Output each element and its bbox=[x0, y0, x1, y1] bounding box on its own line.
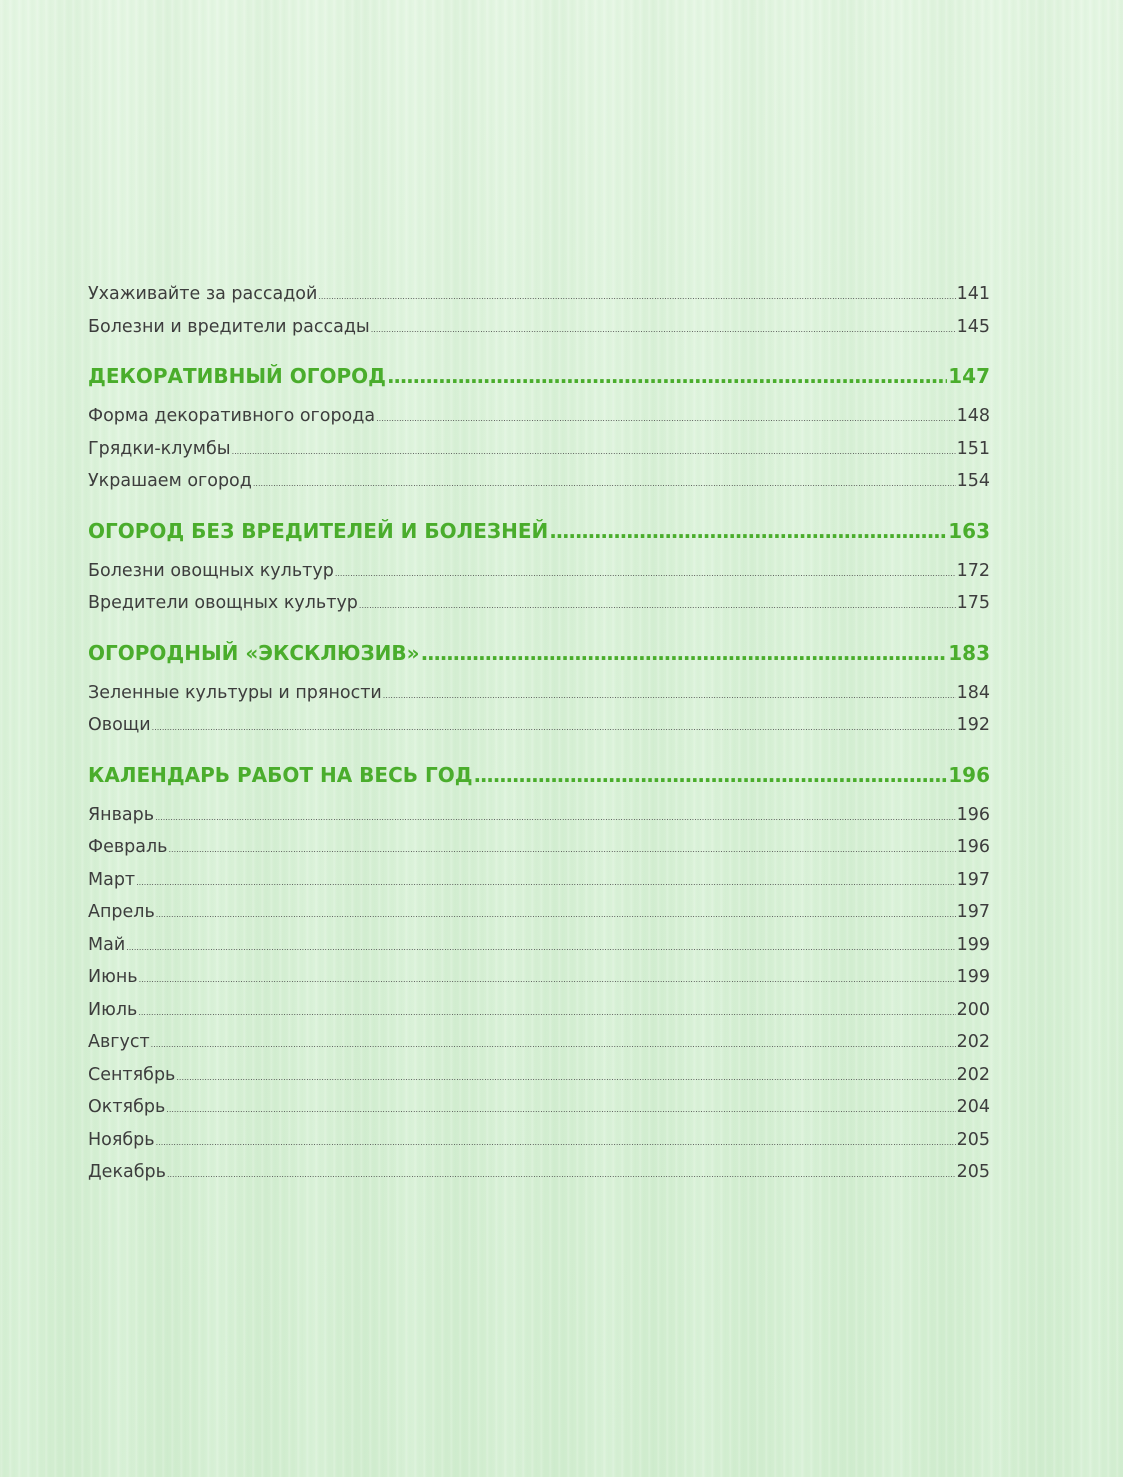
dot-leader bbox=[166, 1094, 955, 1127]
toc-section-heading[interactable] bbox=[88, 629, 990, 677]
toc-entry-title: Ухаживайте за рассадой bbox=[88, 284, 318, 304]
toc-entry-title: Грядки-клумбы bbox=[88, 438, 231, 459]
toc-entry-title: Сентябрь bbox=[88, 1064, 176, 1085]
toc-section-calendar bbox=[88, 751, 990, 1189]
toc-entry-title: Зеленные культуры и пряности bbox=[88, 682, 382, 703]
dot-leader bbox=[232, 436, 956, 469]
toc-entry[interactable] bbox=[88, 555, 990, 588]
toc-entry[interactable] bbox=[88, 1091, 990, 1124]
toc-entry-page: 148 bbox=[956, 406, 990, 426]
toc-entry[interactable] bbox=[88, 831, 990, 864]
dot-leader bbox=[138, 997, 955, 1030]
toc-entry-page: 196 bbox=[956, 804, 990, 825]
toc-entry-title: Август bbox=[88, 1032, 150, 1052]
toc-entry-title: Украшаем огород bbox=[88, 471, 252, 491]
toc-entry-title: Октябрь bbox=[88, 1097, 166, 1117]
toc-entry[interactable] bbox=[88, 311, 990, 344]
toc-entry[interactable] bbox=[88, 1124, 990, 1157]
dot-leader bbox=[139, 964, 956, 997]
toc-section-pest-free-garden bbox=[88, 507, 990, 620]
toc-entry[interactable] bbox=[88, 400, 990, 433]
toc-heading-title: КАЛЕНДАРЬ РАБОТ НА ВЕСЬ ГОД bbox=[88, 762, 473, 787]
dot-leader bbox=[167, 1159, 956, 1192]
toc-entry[interactable] bbox=[88, 864, 990, 897]
toc-entry[interactable] bbox=[88, 278, 990, 311]
toc-entry-title: Вредители овощных культур bbox=[88, 593, 358, 613]
toc-section-heading[interactable] bbox=[88, 507, 990, 555]
toc-heading-title: ОГОРОД БЕЗ ВРЕДИТЕЛЕЙ И БОЛЕЗНЕЙ bbox=[88, 518, 549, 543]
dot-leader bbox=[155, 802, 956, 835]
toc-entry-page: 202 bbox=[956, 1064, 990, 1085]
toc-heading-title: ДЕКОРАТИВНЫЙ ОГОРОД bbox=[88, 364, 386, 388]
dot-leader bbox=[176, 1062, 955, 1095]
toc-entry-title: Январь bbox=[88, 804, 155, 825]
toc-entry-page: 205 bbox=[956, 1129, 990, 1150]
toc-entry-page: 202 bbox=[956, 1032, 990, 1052]
toc-entry-page: 192 bbox=[956, 715, 990, 735]
dot-leader bbox=[318, 281, 955, 314]
toc-entry-title: Форма декоративного огорода bbox=[88, 406, 376, 426]
toc-entry-page: 199 bbox=[956, 967, 990, 987]
dot-leader bbox=[168, 834, 955, 867]
toc-entry-page: 204 bbox=[956, 1097, 990, 1117]
toc-heading-page: 183 bbox=[948, 640, 990, 665]
dot-leader bbox=[136, 867, 955, 900]
toc-entry-page: 197 bbox=[956, 869, 990, 890]
toc-entry[interactable] bbox=[88, 587, 990, 620]
toc-entry-page: 200 bbox=[956, 999, 990, 1020]
toc-entry[interactable] bbox=[88, 961, 990, 994]
dot-leader bbox=[549, 507, 947, 555]
dot-leader bbox=[335, 558, 956, 591]
toc-entry[interactable] bbox=[88, 799, 990, 832]
toc-entry-title: Апрель bbox=[88, 902, 155, 922]
toc-entry-title: Май bbox=[88, 934, 126, 955]
toc-section-garden-exclusive bbox=[88, 629, 990, 742]
toc-entry-title: Болезни и вредители рассады bbox=[88, 316, 370, 337]
toc-entry-title: Ноябрь bbox=[88, 1129, 155, 1150]
dot-leader bbox=[376, 403, 956, 436]
toc-entry-page: 151 bbox=[956, 438, 990, 459]
toc-entry-title: Март bbox=[88, 869, 136, 890]
toc-entry-page: 172 bbox=[956, 560, 990, 581]
toc-entry-page: 199 bbox=[956, 934, 990, 955]
toc-entry-page: 175 bbox=[956, 593, 990, 613]
table-of-contents bbox=[88, 278, 990, 1189]
dot-leader bbox=[156, 899, 956, 932]
toc-entry[interactable] bbox=[88, 896, 990, 929]
toc-entry-title: Февраль bbox=[88, 837, 168, 857]
dot-leader bbox=[371, 314, 956, 347]
toc-entry[interactable] bbox=[88, 1059, 990, 1092]
toc-entry-page: 196 bbox=[956, 837, 990, 857]
toc-entry-page: 145 bbox=[956, 316, 990, 337]
dot-leader bbox=[152, 712, 956, 745]
toc-entry[interactable] bbox=[88, 929, 990, 962]
dot-leader bbox=[151, 1029, 956, 1062]
dot-leader bbox=[387, 352, 947, 400]
toc-heading-page: 196 bbox=[948, 762, 990, 787]
dot-leader bbox=[421, 629, 948, 677]
toc-entry[interactable] bbox=[88, 1026, 990, 1059]
toc-entry-page: 184 bbox=[956, 682, 990, 703]
dot-leader bbox=[359, 590, 956, 623]
toc-entry-title: Болезни овощных культур bbox=[88, 560, 334, 581]
toc-entry[interactable] bbox=[88, 1156, 990, 1189]
toc-entry-title: Июль bbox=[88, 999, 138, 1020]
toc-entry-page: 197 bbox=[956, 902, 990, 922]
toc-entry-page: 141 bbox=[956, 284, 990, 304]
dot-leader bbox=[474, 751, 948, 799]
toc-heading-title: ОГОРОДНЫЙ «ЭКСКЛЮЗИВ» bbox=[88, 640, 420, 665]
toc-entry[interactable] bbox=[88, 433, 990, 466]
toc-entry-title: Июнь bbox=[88, 967, 138, 987]
toc-heading-page: 147 bbox=[948, 364, 990, 388]
toc-section-heading[interactable] bbox=[88, 751, 990, 799]
toc-entry[interactable] bbox=[88, 677, 990, 710]
toc-entry[interactable] bbox=[88, 994, 990, 1027]
toc-entry-page: 205 bbox=[956, 1162, 990, 1182]
toc-entry[interactable] bbox=[88, 709, 990, 742]
dot-leader bbox=[126, 932, 955, 965]
toc-heading-page: 163 bbox=[948, 518, 990, 543]
toc-entry-title: Овощи bbox=[88, 715, 151, 735]
dot-leader bbox=[253, 468, 956, 501]
toc-section-heading[interactable] bbox=[88, 352, 990, 400]
dot-leader bbox=[156, 1127, 956, 1160]
toc-entry-title: Декабрь bbox=[88, 1162, 166, 1182]
dot-leader bbox=[383, 680, 956, 713]
toc-pre-section bbox=[88, 278, 990, 343]
toc-entry-page: 154 bbox=[956, 471, 990, 491]
toc-section-decorative-garden bbox=[88, 352, 990, 498]
toc-entry[interactable] bbox=[88, 465, 990, 498]
